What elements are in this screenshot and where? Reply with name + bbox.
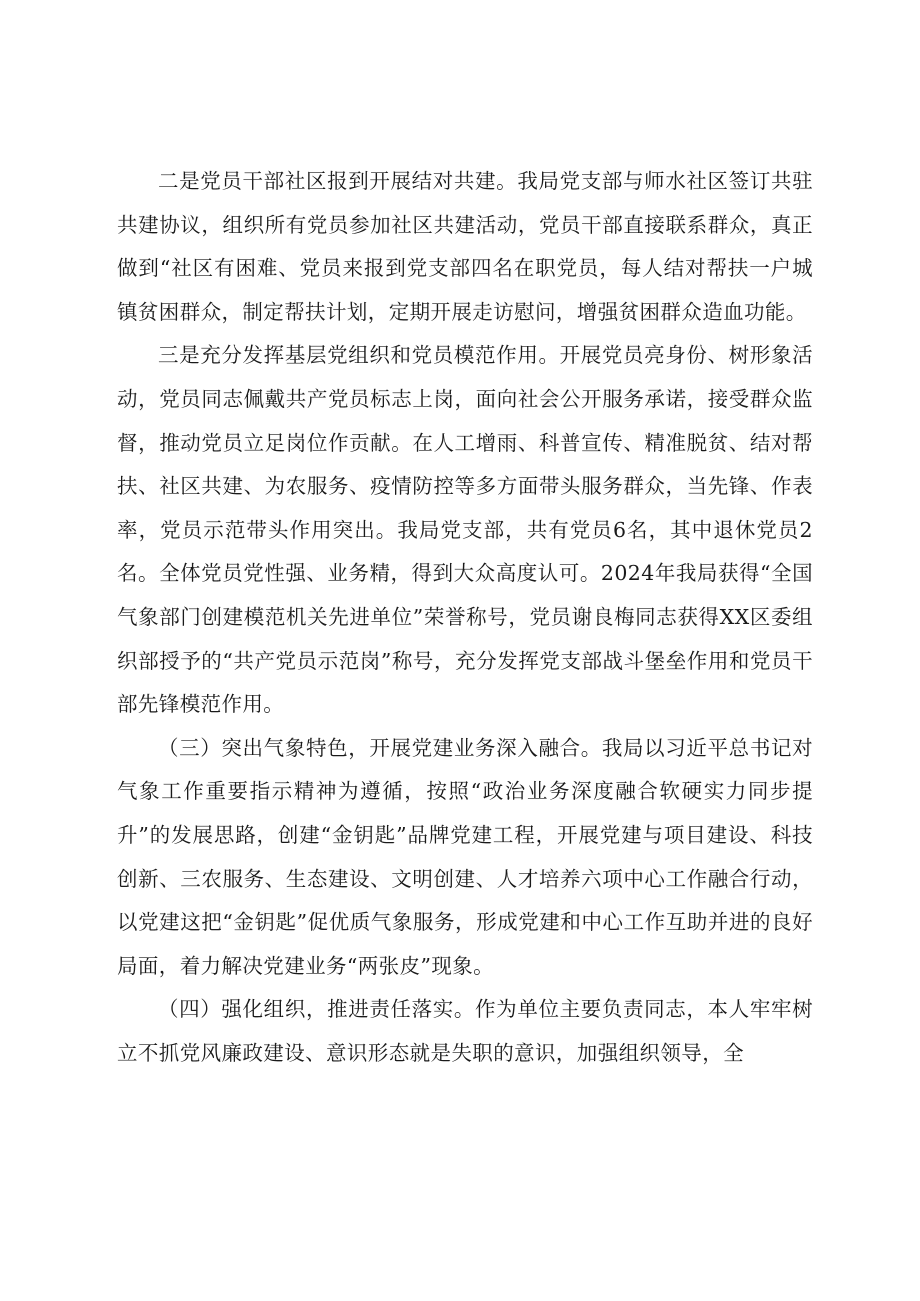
paragraph-meteorology-integration: （三）突出气象特色，开展党建业务深入融合。我局以习近平总书记对气象工作重要指示精神为遵循，按照“政治业务深度融合软硬实力同步提升”的发展思路，创建“金钥匙”品牌党建工程，开展党建与项目建设、科技创新、三农服务、生态建设、文明创建、人才培养六项中心工作融合行动，以党建这把“金钥匙”促优质气象服务，形成党建和中心工作互助并进的良好局面，着力解决党建业务“两张皮”现象。 [117,735,813,978]
paragraph-responsibility-implementation: （四）强化组织，推进责任落实。作为单位主要负责同志，本人牢牢树立不抓党风廉政建设、意识形态就是失职的意识，加强组织领导，全 [117,997,813,1065]
document-body [117,160,813,1075]
paragraph-party-community-pairing: 二是党员干部社区报到开展结对共建。我局党支部与师水社区签订共驻共建协议，组织所有党员参加社区共建活动，党员干部直接联系群众，真正做到“社区有困难、党员来报到党支部四名在职党员，每人结对帮扶一户城镇贫困群众，制定帮扶计划，定期开展走访慰问，增强贫困群众造血功能。 [117,169,813,324]
paragraph-party-exemplary-role: 三是充分发挥基层党组织和党员模范作用。开展党员亮身份、树形象活动，党员同志佩戴共产党员标志上岗，面向社会公开服务承诺，接受群众监督，推动党员立足岗位作贡献。在人工增雨、科普宣传、精准脱贫、结对帮扶、社区共建、为农服务、疫情防控等多方面带头服务群众，当先锋、作表率，党员示范带头作用突出。我局党支部，共有党员6名，其中退休党员2名。全体党员党性强、业务精，得到大众高度认可。2024年我局获得“全国气象部门创建模范机关先进单位”荣誉称号，党员谢良梅同志获得XX区委组织部授予的“共产党员示范岗”称号，充分发挥党支部战斗堡垒作用和党员干部先锋模范作用。 [117,343,813,717]
